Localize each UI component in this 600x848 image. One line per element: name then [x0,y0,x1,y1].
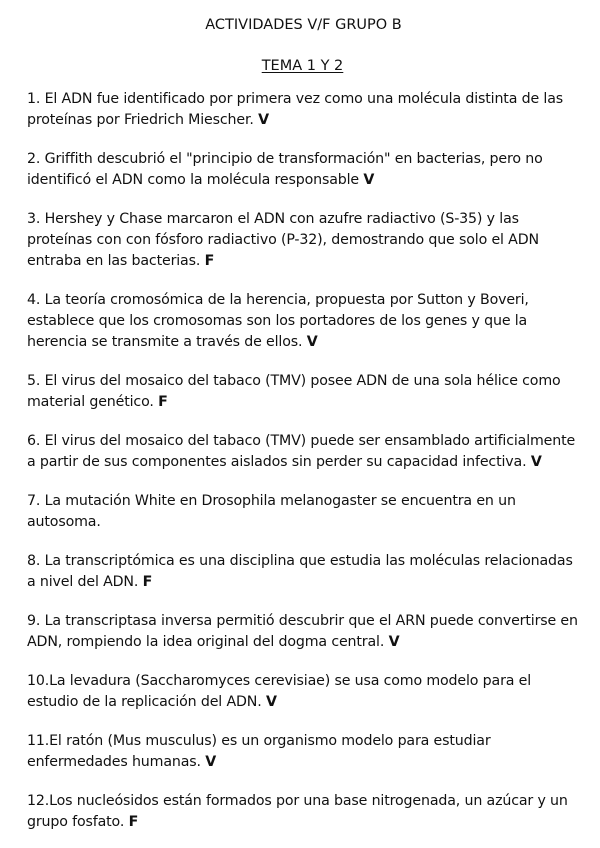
question-answer: V [205,754,217,770]
question-text: 8. La transcriptómica es una disciplina que estudia las moléculas relacionadas a nivel del ADN. [27,553,573,590]
question-item [27,209,578,272]
question-text: 3. Hershey y Chase marcaron el ADN con azufre radiactivo (S-35) y las proteínas con con fósforo radiactivo (P-32), demostrando que solo el ADN entraba en las bacterias. [27,211,539,269]
question-item [27,611,578,653]
question-answer: V [388,634,400,650]
question-item [27,731,578,773]
page-subtitle: TEMA 1 Y 2 [261,58,344,74]
page-title: ACTIVIDADES V/F GRUPO B [205,17,402,33]
question-answer: V [265,694,277,710]
question-item [27,371,578,413]
question-item [27,671,578,713]
question-text: 9. La transcriptasa inversa permitió descubrir que el ARN puede convertirse en ADN, rompiendo la idea original del dogma central. [27,613,578,650]
question-text: 4. La teoría cromosómica de la herencia, propuesta por Sutton y Boveri, establece que los cromosomas son los portadores de los genes y que la herencia se transmite a través de ellos. [27,292,529,350]
question-item [27,491,578,533]
question-text: 5. El virus del mosaico del tabaco (TMV) posee ADN de una sola hélice como material genético. [27,373,561,410]
question-answer: V [258,112,269,128]
question-item [27,431,578,473]
question-text: 7. La mutación White en Drosophila melanogaster se encuentra en un autosoma. [27,493,516,530]
question-item [27,791,578,833]
question-text: 11.El ratón (Mus musculus) es un organismo modelo para estudiar enfermedades humanas. [27,733,491,770]
question-answer: V [306,334,318,350]
question-answer: V [530,454,542,470]
question-text: 1. El ADN fue identificado por primera vez como una molécula distinta de las proteínas por Friedrich Miescher. [27,91,563,128]
question-item [27,551,578,593]
question-answer: F [158,394,168,410]
question-answer: V [363,172,375,188]
question-answer: F [204,253,215,269]
question-text: 6. El virus del mosaico del tabaco (TMV) puede ser ensamblado artificialmente a partir de sus componentes aislados sin perder su capacidad infectiva. [27,433,576,470]
question-answer: F [128,814,139,830]
question-item [27,290,578,353]
question-text: 10.La levadura (Saccharomyces cerevisiae) se usa como modelo para el estudio de la replicación del ADN. [27,673,532,710]
question-list [27,89,578,833]
question-answer: F [142,574,153,590]
question-text: 2. Griffith descubrió el "principio de transformación" en bacterias, pero no identificó el ADN como la molécula responsable [27,151,543,188]
question-item [27,149,578,191]
question-item [27,89,578,131]
question-text: 12.Los nucleósidos están formados por una base nitrogenada, un azúcar y un grupo fosfato. [27,793,568,830]
